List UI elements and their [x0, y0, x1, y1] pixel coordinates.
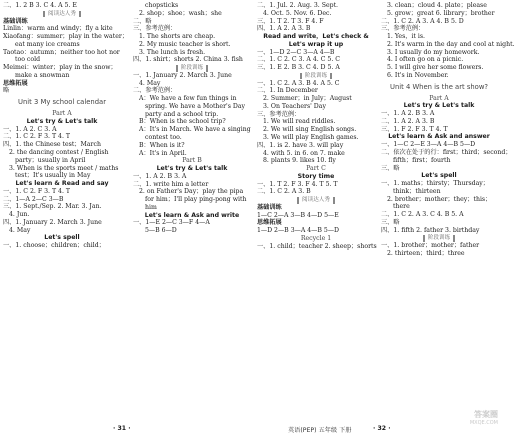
answer-line: 2. My music teacher is short.: [139, 40, 231, 48]
section-tag: [381, 234, 497, 242]
page-number-right: · 32 ·: [373, 425, 391, 432]
answer-line: 一、1—E 2—C 3—F 4—A: [133, 219, 210, 227]
answer-line: 一、1. A 2. B 3. A: [381, 110, 435, 118]
answer-line: 1. The shorts are cheap.: [139, 33, 216, 41]
answer-line: 3. We will play English games.: [263, 134, 359, 142]
answer-line: 四、1. January 2. March 3. June: [3, 218, 102, 226]
answer-line: 4. I often go on a picnic.: [387, 56, 464, 64]
section-heading: Let's spell: [44, 234, 80, 242]
section-tag: [257, 72, 375, 80]
answer-line: 一、1. A 2. B 3. A: [133, 172, 187, 180]
answer-line: 四、1. fifth 2. father 3. birthday: [381, 226, 480, 234]
section-heading: 思维拓展: [257, 219, 282, 227]
answer-line: 8. plants 9. likes 10. fly: [263, 157, 336, 165]
section-heading: Let's learn & Read and say: [15, 180, 109, 188]
answer-line: 4. May: [139, 79, 161, 87]
answer-line: test；It's usually in May: [15, 172, 91, 180]
answer-line: 二、1. A 2. A 3. B: [381, 117, 435, 125]
answer-line: 3. clean；cloud 4. plate；please: [387, 2, 487, 9]
answer-line: 一、1. C 2. A 3. B 4. A 5. C: [257, 79, 340, 87]
answer-line: 2. We will sing English songs.: [263, 126, 357, 134]
answer-line: 二、1. 2 B 3. C 4. A 5. E: [3, 2, 77, 9]
answer-line: 2. on Father's Day；play the pipa: [139, 188, 244, 196]
answer-line: 二、1. C 2. A 3. C 4. B 5. A: [381, 211, 464, 219]
answer-line: 一、1—C 2—E 3—A 4—B 5—D: [381, 141, 476, 149]
answer-line: 一、1. A 2. C 3. A: [3, 125, 57, 133]
answer-line: 一、1. choose；children；child；: [3, 242, 105, 250]
answer-line: Taotao：autumn；neither too hot nor: [3, 48, 120, 56]
answer-line: 一、1. C 2. F 3. T 4. T: [3, 187, 71, 195]
answer-line: party and a school trip.: [145, 110, 219, 118]
answer-line: 四、1. shirt；shorts 2. China 3. fish: [133, 56, 243, 64]
answer-line: 一、1. T 2. F 3. F 4. T 5. T: [257, 180, 338, 188]
answer-line: A：It's in April.: [139, 149, 187, 157]
answer-line: 3. When is the sports meet / maths: [9, 164, 119, 172]
answer-line: for him；I'll play ping-pong with: [145, 196, 247, 204]
answer-line: A：It's in March. We have a singing: [139, 126, 251, 134]
answer-line: 3. The lunch is fresh.: [139, 48, 206, 56]
section-tag: [3, 10, 121, 18]
section-tag-label: 阶段训练: [176, 65, 208, 71]
answer-line: 一、1. child；teacher 2. sheep；shorts: [257, 242, 377, 250]
answer-line: 二、1. C 2. C 3. A 4. C 5. C: [257, 56, 340, 64]
answer-line: 4. Jun.: [9, 211, 30, 219]
answer-line: 一、1. maths；thirsty；Thursday；: [381, 180, 489, 188]
watermark-main: 答案圈: [474, 410, 498, 419]
answer-line: spring. We have a Mother's Day: [145, 102, 246, 110]
answer-line: contest too.: [145, 134, 182, 142]
section-tag: [133, 64, 251, 72]
answer-line: 三、参考范例：: [133, 25, 177, 33]
section-heading: Part A: [52, 110, 72, 118]
answer-line: 3. I usually do my homework.: [387, 48, 480, 56]
answer-line: 二、1—A 2—C 3—B: [3, 195, 64, 203]
answer-line: 5. grow；great 6. library；brother: [387, 9, 495, 17]
answer-line: 二、1. C 2. A 3. A 4. B 5. D: [381, 17, 464, 25]
section-tag-label: 阶段训练: [300, 73, 332, 79]
watermark-sub: MXQE.COM: [469, 420, 498, 426]
answer-line: 三、参考范例：: [381, 25, 425, 33]
section-heading: Let's learn & Ask and answer: [388, 133, 490, 141]
section-tag-label: 阶段训练: [423, 235, 455, 241]
answer-line: 1—D 2—B 3—A 4—B 5—D: [257, 227, 339, 235]
answer-line: 4. with 5. in 6. on 7. make: [263, 149, 345, 157]
answer-line: 2. It's warm in the day and cool at night.: [387, 40, 515, 48]
answer-line: 2. brother；mother；they；this；: [387, 195, 492, 203]
book-subject-label: 英语(PEP) 五年级 下册: [288, 427, 352, 434]
answer-line: 1—C 2—A 3—B 4—D 5—E: [257, 211, 339, 219]
section-tag: [257, 196, 375, 204]
answer-line: Xiaofang：summer；play in the water；: [3, 33, 129, 41]
answer-line: 二、依次在处于的行：first；third；second；: [381, 149, 512, 157]
answer-line: 一、1—D 2—C 3—A 4—B: [257, 48, 335, 56]
answer-line: 三、略: [381, 164, 400, 172]
section-heading: Unit 4 When is the art show?: [389, 82, 489, 91]
section-heading: Let's wrap it up: [288, 40, 344, 48]
section-heading: Let's try & Let's talk: [156, 165, 228, 173]
column-3: [257, 2, 375, 251]
column-2: [133, 2, 251, 235]
answer-line: 2. shop；shoe；wash；she: [139, 9, 222, 17]
answer-line: 二、1. C 2. A 3. B: [257, 188, 311, 196]
answer-line: Meimei：winter；play in the snow；: [3, 64, 117, 72]
section-heading: Read and write，Let's check &: [263, 33, 369, 41]
section-heading: Let's try & Let's talk: [26, 117, 98, 125]
page-number-left: · 31 ·: [113, 425, 131, 432]
answer-line: fifth；first；fourth: [393, 156, 451, 164]
section-heading: 基础训练: [257, 203, 282, 211]
answer-line: there: [393, 203, 410, 211]
answer-line: 二、参考范例：: [133, 87, 177, 95]
answer-line: 二、1. write him a letter: [133, 180, 209, 188]
answer-line: 二、略: [133, 17, 152, 25]
answer-line: Linlin：warm and windy；fly a kite: [3, 25, 113, 33]
section-tag-label: 阅读达人秀: [43, 11, 81, 17]
answer-line: him: [145, 203, 157, 211]
section-heading: Let's try & Let's talk: [403, 102, 475, 110]
answer-line: 二、1. In December: [257, 87, 318, 95]
answer-line: A：We have a few fun things in: [139, 95, 237, 103]
watermark-logo: [452, 410, 498, 434]
answer-line: 三、1. Sept./Sep. 2. Mar. 3. Jan.: [3, 203, 102, 211]
answer-line: 一、1. brother；mother；father: [381, 242, 480, 250]
column-1: [3, 2, 129, 250]
answer-line: 5. I will give her some flowers.: [387, 64, 484, 72]
answer-line: 1. We will read riddles.: [263, 118, 336, 126]
answer-line: 1. Yes，it is.: [387, 33, 425, 41]
answer-line: 四、1. A 2. A 3. B: [257, 25, 311, 33]
answer-line: 三、参考范例：: [257, 110, 301, 118]
answer-line: 二、1. Jul. 2. Aug. 3. Sept.: [257, 2, 339, 9]
column-4: [381, 2, 515, 258]
answer-line: 2. Summer；in July；August: [263, 95, 352, 103]
answer-line: 四、1. the Chinese test；March: [3, 141, 101, 149]
answer-line: 略: [3, 87, 10, 95]
section-heading: 思维拓展: [3, 79, 28, 87]
answer-line: 4. May: [9, 226, 31, 234]
answer-line: 6. It's in November.: [387, 71, 449, 79]
answer-line: 三、1. E 2. B 3. C 4. D 5. A: [257, 64, 340, 72]
section-heading: Story time: [297, 172, 335, 180]
answer-line: 三、略: [381, 218, 400, 226]
answer-line: 3. On Teachers' Day: [263, 102, 326, 110]
section-heading: Part B: [182, 157, 202, 165]
answer-line: too cold: [15, 56, 41, 64]
answer-line: eat many ice creams: [15, 40, 80, 48]
answer-line: 2. the dancing contest / English: [9, 149, 109, 157]
answer-line: 5—B 6—D: [145, 227, 177, 235]
answer-line: 四、1. is 2. have 3. will play: [257, 141, 344, 149]
section-heading: 基础训练: [3, 17, 28, 25]
answer-line: 三、1. F 2. F 3. T 4. T: [381, 125, 448, 133]
answer-line: chopsticks: [145, 2, 179, 9]
answer-line: think；thirteen: [393, 187, 441, 195]
section-heading: Part A: [429, 94, 449, 102]
section-heading: Unit 3 My school calendar: [17, 98, 107, 107]
answer-line: 二、1. C 2. F 3. T 4. T: [3, 133, 71, 141]
answer-line: party；usually in April: [15, 156, 86, 164]
answer-line: B：When is the school trip?: [139, 118, 226, 126]
section-heading: Let's learn & Ask and write: [144, 211, 240, 219]
section-heading: Part C: [306, 165, 326, 173]
section-heading: Let's spell: [421, 172, 457, 180]
answer-line: 三、1. T 2. T 3. F 4. F: [257, 17, 324, 25]
answer-line: 4. Oct. 5. Nov. 6. Dec.: [263, 9, 332, 17]
answer-line: 一、1. January 2. March 3. June: [133, 71, 232, 79]
page-footer: [0, 423, 500, 435]
answer-line: 2. thirteen；third；three: [387, 249, 465, 257]
answer-line: make a snowman: [15, 71, 70, 79]
answer-line: B：When is it?: [139, 141, 185, 149]
section-heading: Recycle 1: [300, 234, 332, 242]
section-tag-label: 阅读达人秀: [297, 197, 335, 203]
